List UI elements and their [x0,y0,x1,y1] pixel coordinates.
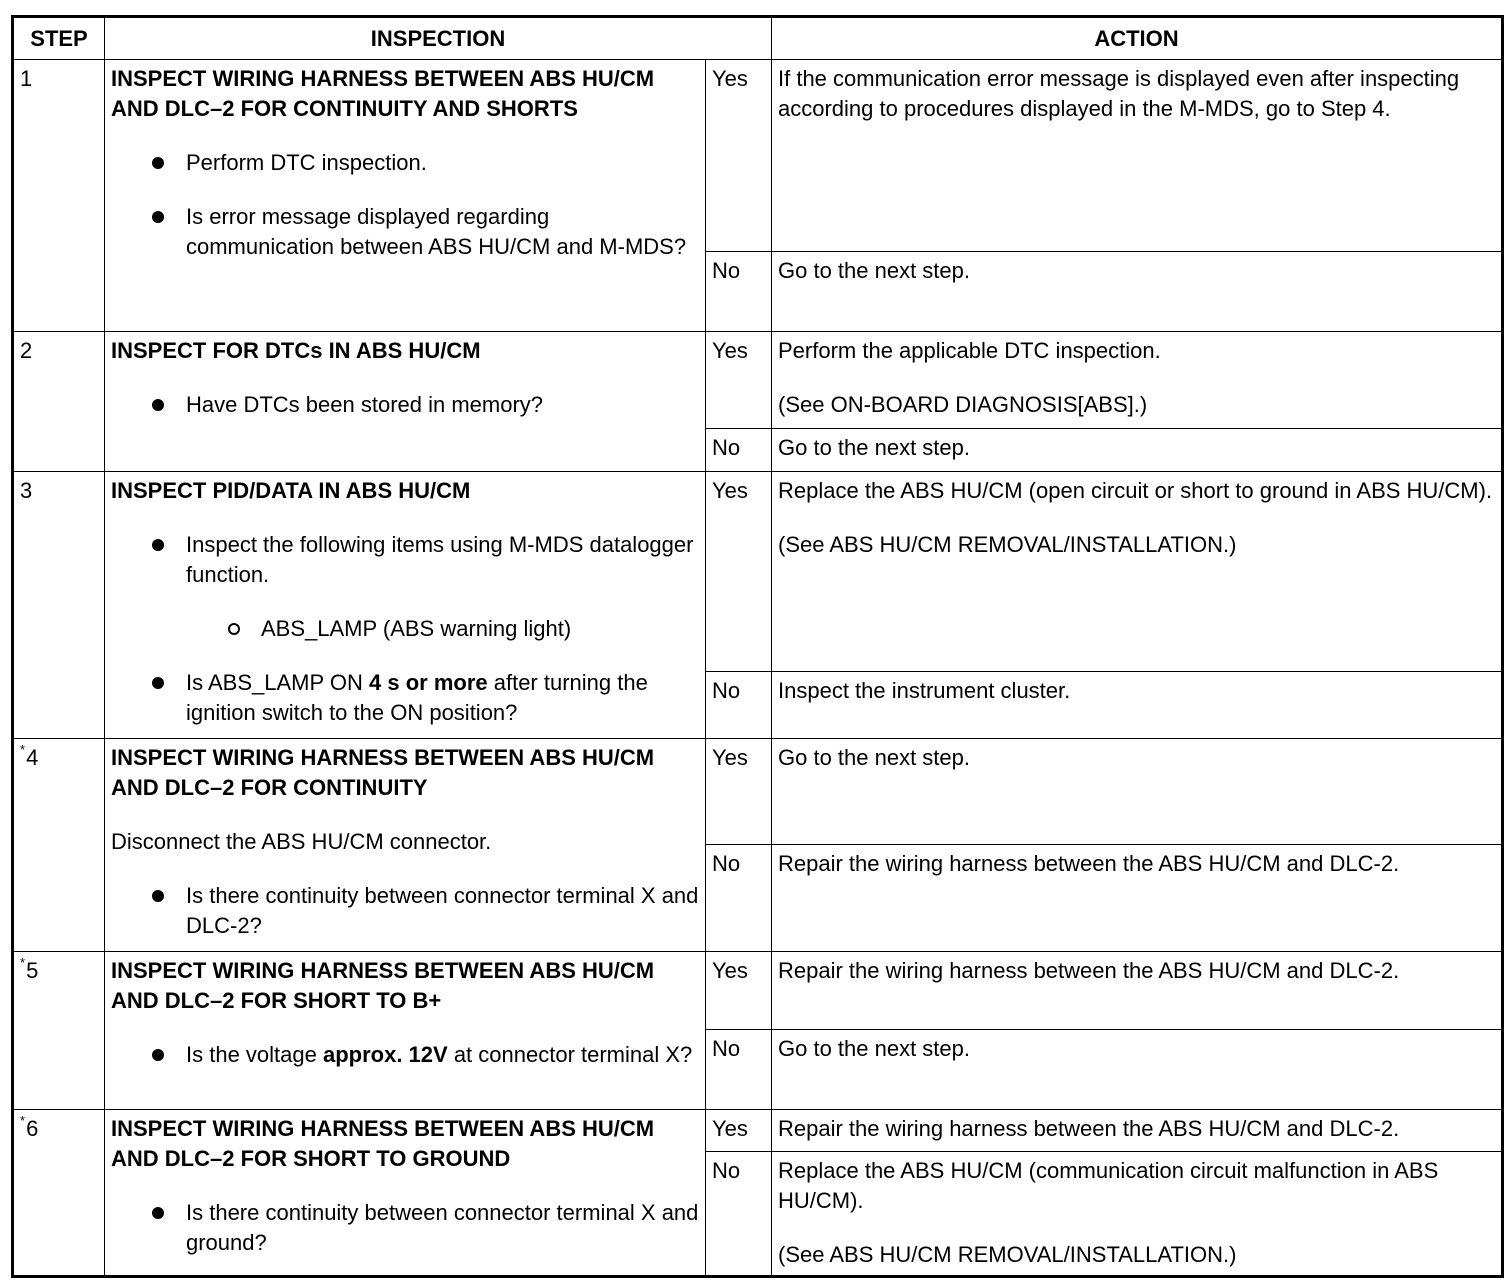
no-action [772,672,1503,739]
yes-label: Yes [706,472,772,672]
inspection-cell [105,739,706,952]
sub-bullet-list [186,614,699,644]
action-text: Replace the ABS HU/CM (communication circuit malfunction in ABS HU/CM). [778,1158,1439,1213]
bullet-text-post: after turning the ignition switch to the ON position? [186,670,648,725]
step-number [13,1110,105,1277]
yes-label: Yes [706,952,772,1030]
table-row [13,739,1503,845]
no-action [772,252,1503,332]
action-text: Replace the ABS HU/CM (open circuit or short to ground in ABS HU/CM). [778,478,1493,503]
bullet-list [111,881,699,941]
yes-label: Yes [706,332,772,429]
step-asterisk: * [20,742,26,757]
sub-list-item: ABS_LAMP (ABS warning light) [261,614,699,644]
list-item: Is there continuity between connector terminal X and DLC-2? [186,881,699,941]
yes-action [772,60,1503,252]
step-number: 3 [13,472,105,739]
list-item: Have DTCs been stored in memory? [186,390,699,420]
inspection-title: INSPECT WIRING HARNESS BETWEEN ABS HU/CM AND DLC–2 FOR SHORT TO B+ [111,958,655,1013]
action-text: Go to the next step. [778,435,971,460]
list-item: Is there continuity between connector terminal X and ground? [186,1198,699,1258]
action-text: Perform the applicable DTC inspection. [778,338,1161,363]
action-text: Inspect the instrument cluster. [778,678,1071,703]
list-item [186,530,699,644]
bullet-text-bold: 4 s or more [369,670,488,695]
inspection-cell [105,472,706,739]
inspection-title: INSPECT FOR DTCs IN ABS HU/CM [111,338,481,363]
no-label: No [706,672,772,739]
inspection-cell [105,60,706,332]
header-inspection: INSPECTION [105,17,772,60]
step-number: 1 [13,60,105,332]
no-action [772,429,1503,472]
header-step: STEP [13,17,105,60]
diagnostic-procedure-table [11,15,1504,1278]
list-item: Perform DTC inspection. [186,148,699,178]
list-item [186,668,699,728]
bullet-list [111,390,699,420]
list-item: Is error message displayed regarding communication between ABS HU/CM and M-MDS? [186,202,699,262]
action-text: Repair the wiring harness between the ABS HU/CM and DLC-2. [778,1116,1400,1141]
step-number-text: 5 [26,958,39,983]
action-text: Go to the next step. [778,1036,971,1061]
yes-action [772,739,1503,845]
inspection-title: INSPECT PID/DATA IN ABS HU/CM [111,478,471,503]
bullet-list [111,1198,699,1258]
no-label: No [706,1152,772,1277]
inspection-cell [105,952,706,1110]
action-text: If the communication error message is displayed even after inspecting according to procedures displayed in the M-MDS, go to Step 4. [778,66,1460,121]
yes-action [772,952,1503,1030]
inspection-title: INSPECT WIRING HARNESS BETWEEN ABS HU/CM AND DLC–2 FOR CONTINUITY [111,745,655,800]
step-number [13,739,105,952]
bullet-text-pre: Is the voltage [186,1042,323,1067]
action-text: Repair the wiring harness between the ABS HU/CM and DLC-2. [778,958,1400,983]
step-number-text: 6 [26,1116,39,1141]
reference-note: (See ON-BOARD DIAGNOSIS[ABS].) [778,392,1148,417]
bullet-text: Inspect the following items using M-MDS datalogger function. [186,532,694,587]
inspection-cell [105,332,706,472]
inspection-cell [105,1110,706,1277]
action-text: Go to the next step. [778,258,971,283]
yes-action [772,472,1503,672]
step-number-text: 4 [26,745,39,770]
no-label: No [706,1030,772,1110]
no-label: No [706,845,772,952]
no-label: No [706,252,772,332]
inspection-title: INSPECT WIRING HARNESS BETWEEN ABS HU/CM AND DLC–2 FOR CONTINUITY AND SHORTS [111,66,655,121]
bullet-text-post: at connector terminal X? [447,1042,693,1067]
yes-action [772,332,1503,429]
action-text: Go to the next step. [778,745,971,770]
yes-label: Yes [706,1110,772,1152]
step-asterisk: * [20,1113,26,1128]
table-row [13,1110,1503,1152]
table-row [13,952,1503,1030]
yes-label: Yes [706,60,772,252]
header-action: ACTION [772,17,1503,60]
step-number [13,952,105,1110]
reference-note: (See ABS HU/CM REMOVAL/INSTALLATION.) [778,532,1237,557]
yes-label: Yes [706,739,772,845]
table-row [13,472,1503,672]
bullet-list [111,1040,699,1070]
bullet-list [111,530,699,728]
inspection-paragraph: Disconnect the ABS HU/CM connector. [111,829,492,854]
header-row [13,17,1503,60]
step-number: 2 [13,332,105,472]
no-action [772,845,1503,952]
no-action [772,1152,1503,1277]
no-action [772,1030,1503,1110]
bullet-text-pre: Is ABS_LAMP ON [186,670,370,695]
list-item [186,1040,699,1070]
table-row [13,332,1503,429]
table-row [13,60,1503,252]
step-asterisk: * [20,955,26,970]
bullet-list [111,148,699,262]
inspection-title: INSPECT WIRING HARNESS BETWEEN ABS HU/CM AND DLC–2 FOR SHORT TO GROUND [111,1116,655,1171]
bullet-text-bold: approx. 12V [322,1042,448,1067]
reference-note: (See ABS HU/CM REMOVAL/INSTALLATION.) [778,1242,1237,1267]
action-text: Repair the wiring harness between the ABS HU/CM and DLC-2. [778,851,1400,876]
no-label: No [706,429,772,472]
yes-action [772,1110,1503,1152]
